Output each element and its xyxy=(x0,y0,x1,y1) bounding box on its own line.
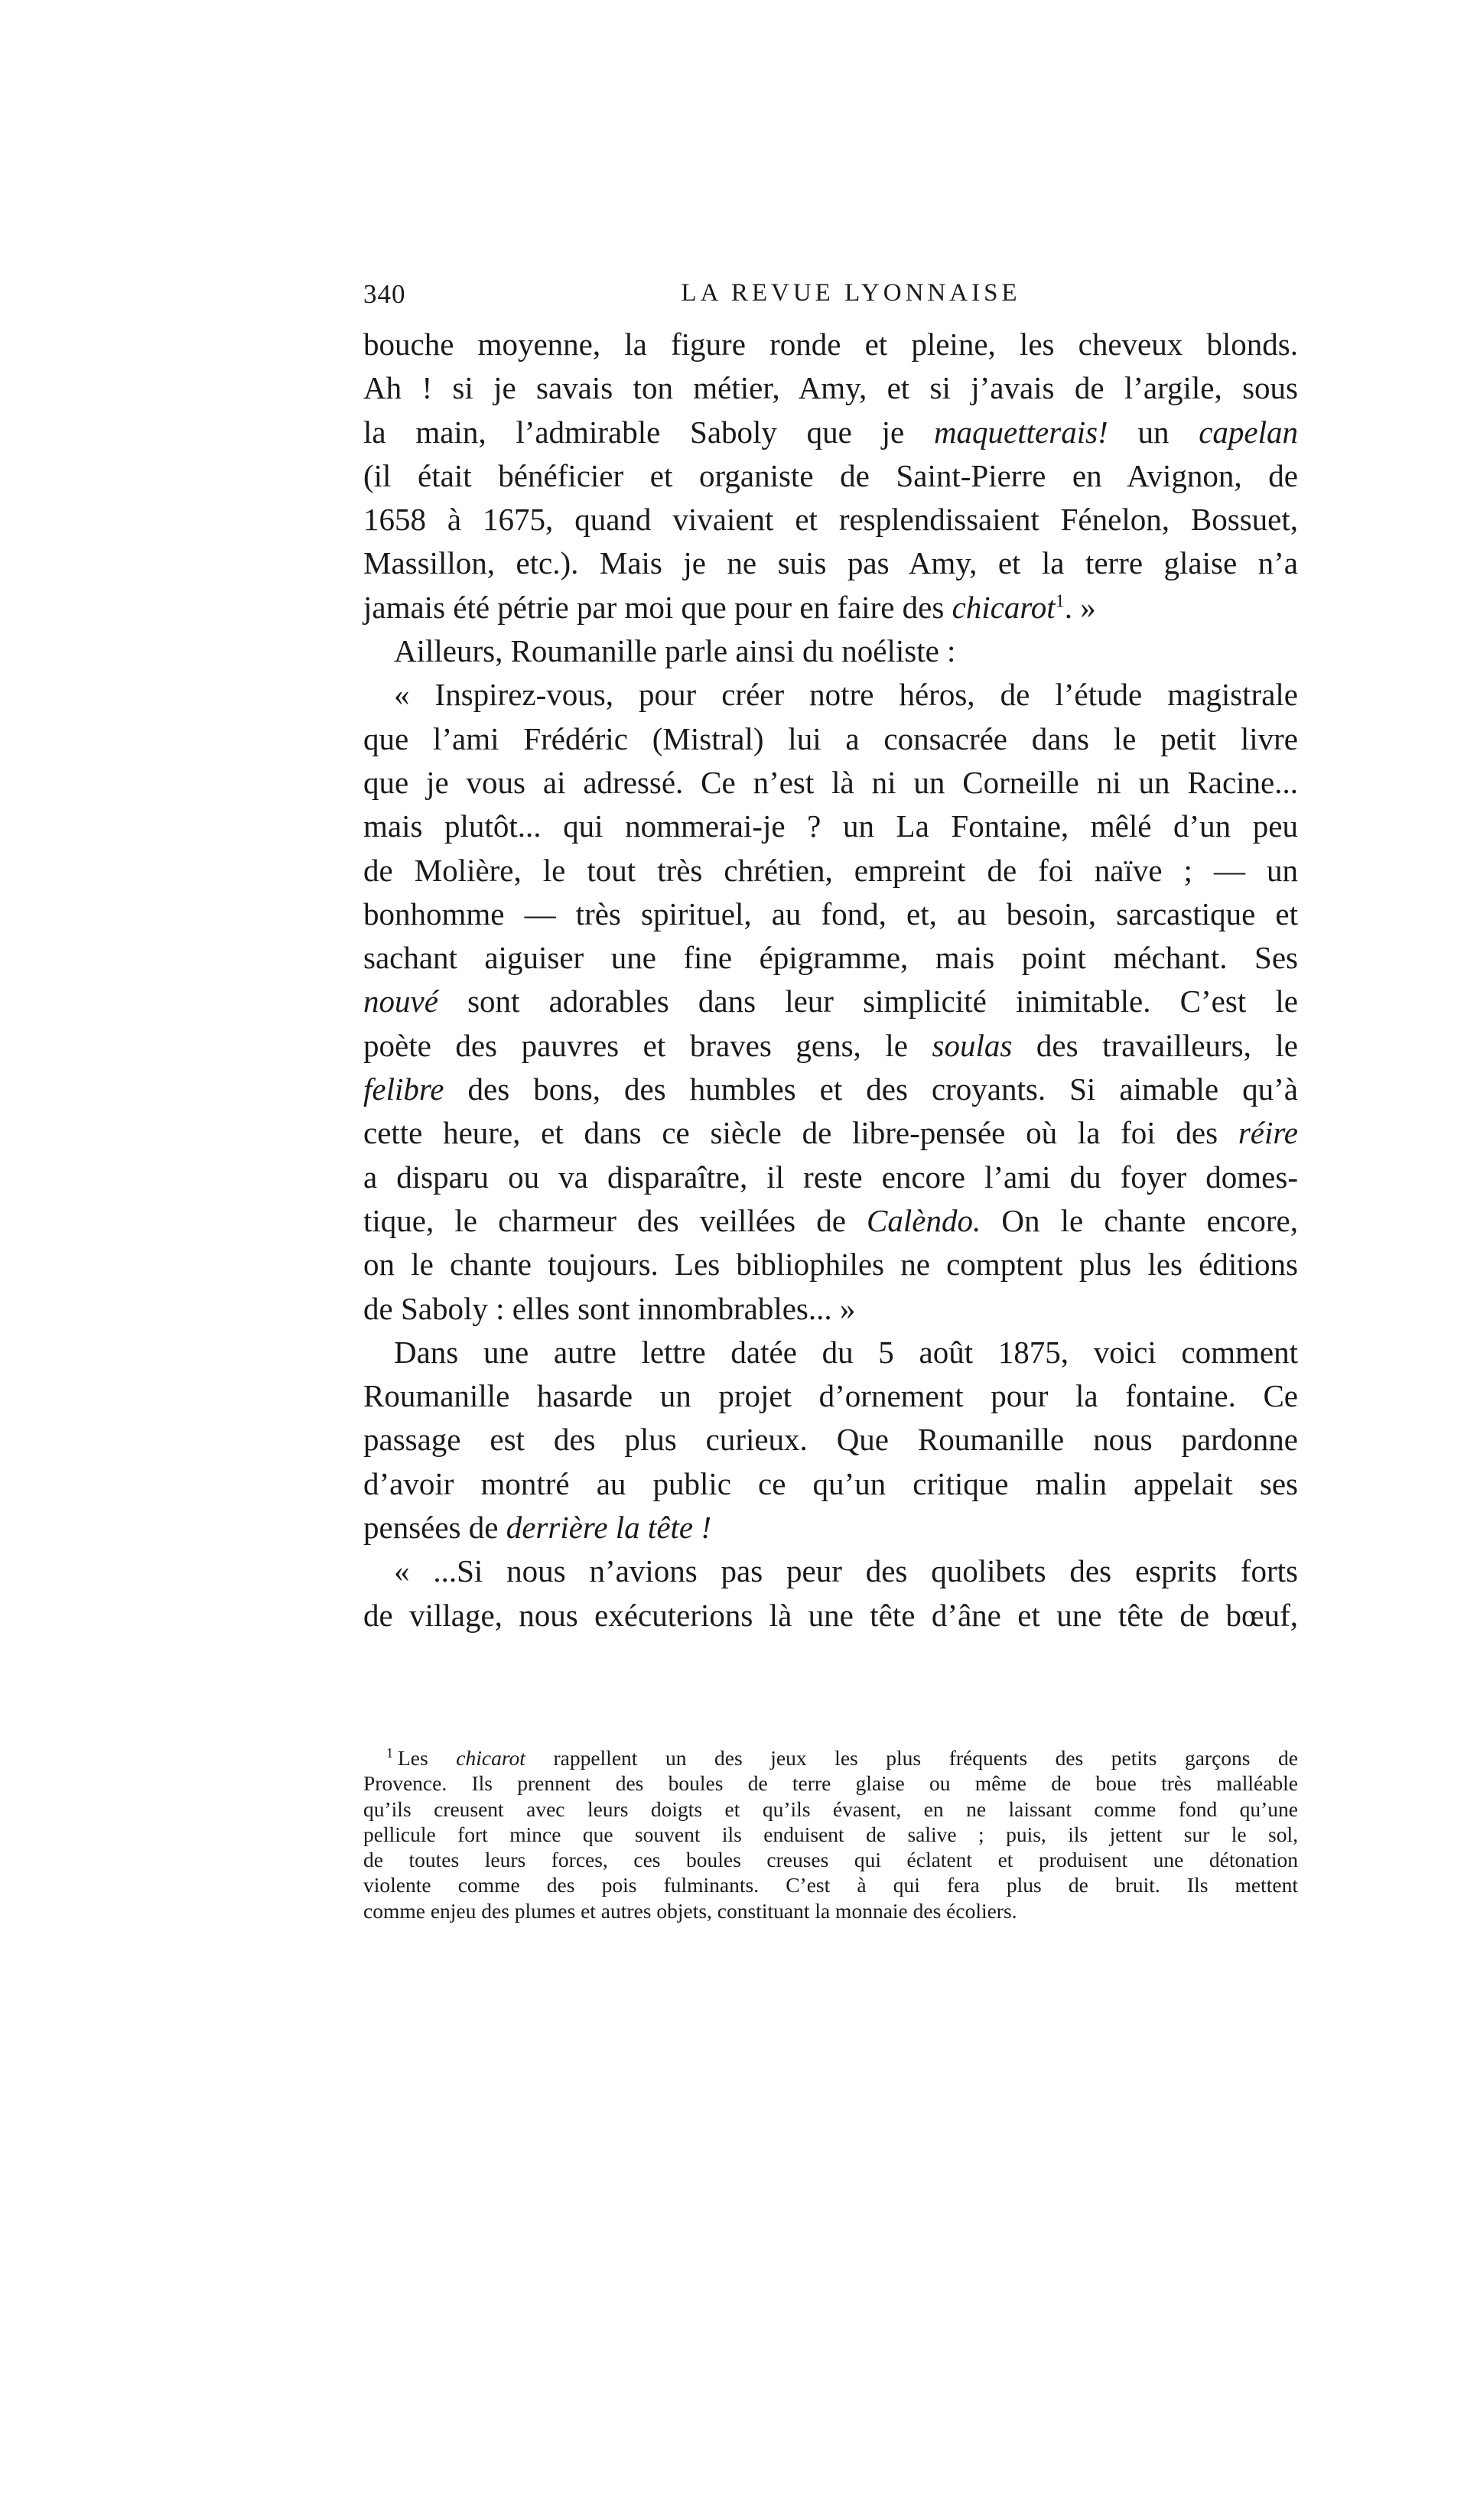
text-run: la main, l’admirable Saboly que je xyxy=(363,414,934,450)
text-run: a disparu ou va disparaître, il reste encore l’ami du foyer domes- xyxy=(363,1159,1298,1195)
text-line xyxy=(363,893,1298,936)
text-run: violente comme des pois fulminants. C’est à qui fera plus de bruit. Ils mettent xyxy=(363,1873,1298,1897)
text-line xyxy=(363,936,1298,980)
footnote-line xyxy=(363,1797,1298,1822)
text-line xyxy=(363,1418,1298,1462)
text-line xyxy=(363,454,1298,498)
italic-text: capelan xyxy=(1199,414,1298,450)
text-line xyxy=(363,761,1298,805)
text-line xyxy=(363,541,1298,585)
text-line xyxy=(363,1024,1298,1068)
text-run: on le chante toujours. Les bibliophiles ne comptent plus les éditions xyxy=(363,1247,1298,1283)
text-run: On le chante encore, xyxy=(981,1202,1298,1238)
text-run: bouche moyenne, la figure ronde et pleine, les cheveux blonds. xyxy=(363,327,1298,362)
footnote-line xyxy=(363,1872,1298,1897)
text-run: passage est des plus curieux. Que Roumanille nous pardonne xyxy=(363,1422,1298,1458)
text-run: « Inspirez-vous, pour créer notre héros, de l’étude magistrale xyxy=(394,677,1298,713)
text-run: pellicule fort mince que souvent ils enduisent de salive ; puis, ils jettent sur le sol, xyxy=(363,1822,1298,1846)
text-run: mais plutôt... qui nommerai-je ? un La Fontaine, mêlé d’un peu xyxy=(363,808,1298,844)
text-line xyxy=(363,1243,1298,1286)
text-run: (il était bénéficier et organiste de Saint-Pierre en Avignon, de xyxy=(363,457,1298,493)
text-line xyxy=(363,1331,1298,1374)
footnote-line xyxy=(363,1898,1298,1923)
italic-text: soulas xyxy=(932,1027,1013,1063)
italic-text: réire xyxy=(1238,1115,1298,1151)
text-line xyxy=(363,1199,1298,1243)
text-run: sachant aiguiser une fine épigramme, mais point méchant. Ses xyxy=(363,940,1298,976)
text-line xyxy=(363,849,1298,893)
text-line xyxy=(363,1506,1298,1549)
text-run: comme enjeu des plumes et autres objets, constituant la monnaie des écoliers. xyxy=(363,1898,1017,1923)
text-run: bonhomme — très spirituel, au fond, et, au besoin, sarcastique et xyxy=(363,896,1298,932)
text-run: Dans une autre lettre datée du 5 août 1875, voici comment xyxy=(394,1334,1298,1370)
text-run: tique, le charmeur des veillées de xyxy=(363,1202,867,1238)
body-text xyxy=(363,323,1298,1637)
text-line xyxy=(363,1287,1298,1331)
text-run: jamais été pétrie par moi que pour en faire des xyxy=(363,589,952,625)
text-run: Massillon, etc.). Mais je ne suis pas Amy, et la terre glaise n’a xyxy=(363,545,1298,581)
footnote-line xyxy=(363,1847,1298,1872)
footnote-reference: 1 xyxy=(1055,591,1065,612)
italic-text: maquetterais! xyxy=(933,414,1108,450)
text-run: rappellent un des jeux les plus fréquents des petits garçons de xyxy=(525,1746,1298,1770)
text-run: poète des pauvres et braves gens, le xyxy=(363,1027,932,1063)
text-run: de village, nous exécuterions là une tête d’âne et une tête de bœuf, xyxy=(363,1597,1298,1633)
text-run: cette heure, et dans ce siècle de libre-pensée où la foi des xyxy=(363,1115,1238,1151)
text-run: de toutes leurs forces, ces boules creuses qui éclatent et produisent une détonation xyxy=(363,1848,1298,1872)
italic-text: derrière la tête ! xyxy=(506,1510,712,1546)
italic-text: felibre xyxy=(363,1071,444,1107)
text-line xyxy=(363,1068,1298,1111)
text-run: un xyxy=(1108,414,1199,450)
text-run: . » xyxy=(1064,589,1096,625)
text-run: Ah ! si je savais ton métier, Amy, et si j’avais de l’argile, sous xyxy=(363,370,1298,406)
text-run: qu’ils creusent avec leurs doigts et qu’ils évasent, en ne laissant comme fond qu’une xyxy=(363,1797,1298,1821)
footnote-line xyxy=(363,1771,1298,1796)
text-run: d’avoir montré au public ce qu’un critique malin appelait ses xyxy=(363,1465,1298,1501)
text-line xyxy=(363,1549,1298,1593)
italic-text: chicarot xyxy=(952,589,1056,625)
text-line xyxy=(363,1156,1298,1199)
text-line xyxy=(363,717,1298,761)
italic-text: Calèndo. xyxy=(867,1202,981,1238)
text-line xyxy=(363,1594,1298,1637)
text-run: pensées de xyxy=(363,1510,506,1546)
text-line xyxy=(363,805,1298,848)
page-header xyxy=(363,279,1293,317)
text-run: Ailleurs, Roumanille parle ainsi du noéliste : xyxy=(394,633,956,669)
text-run: Roumanille hasarde un projet d’ornement pour la fontaine. Ce xyxy=(363,1378,1298,1414)
text-run: que l’ami Frédéric (Mistral) lui a consacrée dans le petit livre xyxy=(363,720,1298,756)
footnote-marker: 1 xyxy=(386,1744,393,1761)
text-run: 1658 à 1675, quand vivaient et resplendissaient Fénelon, Bossuet, xyxy=(363,502,1298,538)
italic-text: nouvé xyxy=(363,984,438,1019)
text-line xyxy=(363,1374,1298,1418)
text-line xyxy=(363,980,1298,1023)
running-title: LA REVUE LYONNAISE xyxy=(681,279,1021,307)
text-run: sont adorables dans leur simplicité inimitable. C’est le xyxy=(438,984,1298,1019)
text-line xyxy=(363,586,1298,629)
page-number: 340 xyxy=(363,279,406,309)
text-line xyxy=(363,673,1298,717)
footnote xyxy=(363,1745,1298,1923)
footnote-line xyxy=(363,1745,1298,1771)
text-run: de Molière, le tout très chrétien, empreint de foi naïve ; — un xyxy=(363,852,1298,888)
text-run: Les xyxy=(398,1746,457,1770)
italic-text: chicarot xyxy=(456,1746,525,1770)
text-line xyxy=(363,366,1298,410)
text-run: des travailleurs, le xyxy=(1012,1027,1298,1063)
text-line xyxy=(363,1462,1298,1506)
text-line xyxy=(363,498,1298,541)
text-run: des bons, des humbles et des croyants. Si aimable qu’à xyxy=(444,1071,1298,1107)
text-run: Provence. Ils prennent des boules de terre glaise ou même de boue très malléable xyxy=(363,1771,1298,1796)
text-run: de Saboly : elles sont innombrables... » xyxy=(363,1290,856,1326)
text-line xyxy=(363,1111,1298,1155)
text-run: que je vous ai adressé. Ce n’est là ni un Corneille ni un Racine... xyxy=(363,764,1298,800)
text-line xyxy=(363,411,1298,454)
text-run: « ...Si nous n’avions pas peur des quolibets des esprits forts xyxy=(394,1553,1298,1589)
text-line xyxy=(363,323,1298,366)
text-line xyxy=(363,629,1298,673)
footnote-line xyxy=(363,1822,1298,1847)
